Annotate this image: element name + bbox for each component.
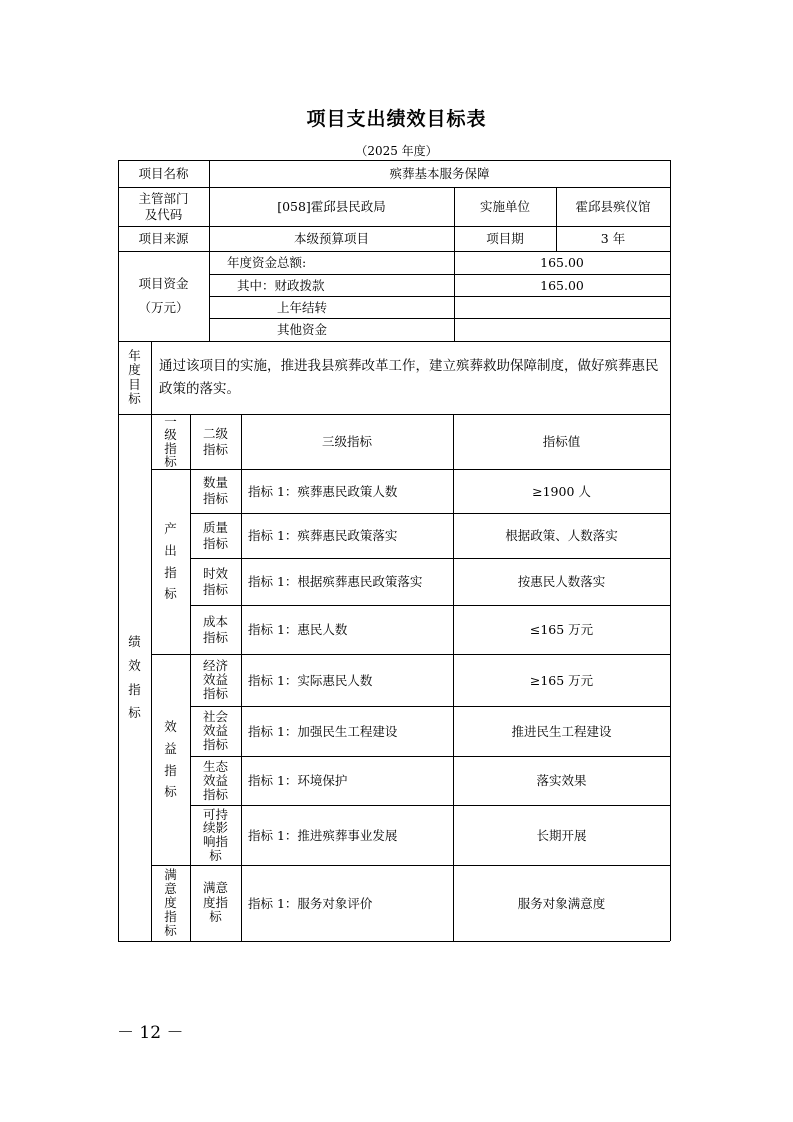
header-level1: 一 级 指 标	[164, 414, 177, 469]
funds-other-label: 其他资金	[277, 322, 328, 337]
benefit-row-2-level2: 社会 效益 指标	[202, 709, 228, 752]
benefit-row-2-level3: 指标 1：加强民生工程建设	[248, 723, 398, 739]
satisfaction-row-1-value: 服务对象满意度	[517, 895, 606, 911]
page-title: 项目支出绩效目标表	[306, 108, 487, 130]
benefit-row-1-level3: 指标 1：实际惠民人数	[248, 672, 373, 688]
performance-indicators-label: 绩 效 指 标	[128, 634, 141, 721]
funds-carryover-value	[454, 296, 670, 318]
output-row-2-level2: 质量 指标	[202, 519, 228, 551]
header-level3: 三级指标	[321, 434, 372, 449]
output-row-4-value: ≤165 万元	[529, 622, 594, 637]
project-period-label: 项目期	[486, 231, 524, 246]
benefit-row-2-value: 推进民生工程建设	[511, 723, 612, 739]
output-row-2-value: 根据政策、人数落实	[505, 528, 618, 543]
funds-label: 项目资金 （万元）	[138, 276, 189, 315]
satisfaction-row-1-level3: 指标 1：服务对象评价	[248, 895, 373, 911]
output-row-1-level2: 数量 指标	[202, 475, 228, 506]
output-row-1-level3: 指标 1：殡葬惠民政策人数	[248, 483, 398, 499]
output-indicators-label: 产 出 指 标	[164, 520, 177, 602]
satisfaction-row-1-level2: 满意 度指 标	[202, 880, 228, 925]
satisfaction-indicators-label: 满 意 度 指 标	[164, 867, 177, 938]
output-row-4-level2: 成本 指标	[202, 613, 228, 645]
funds-carryover-label: 上年结转	[277, 299, 328, 315]
header-level2: 二级 指标	[202, 425, 229, 457]
implementing-unit-value: 霍邱县殡仪馆	[575, 199, 651, 214]
annual-goal-text: 通过该项目的实施，推进我县殡葬改革工作，建立殡葬救助保障制度，做好殡葬惠民政策的落实。	[159, 358, 659, 397]
implementing-unit-label: 实施单位	[479, 199, 530, 214]
department-label: 主管部门 及代码	[138, 190, 189, 222]
annual-goal-label: 年 度 目 标	[128, 347, 141, 406]
department-value: [058]霍邱县民政局	[277, 199, 386, 214]
funds-total-label: 年度资金总额:	[227, 255, 307, 270]
funds-other-value	[454, 318, 670, 341]
project-name-value: 殡葬基本服务保障	[389, 166, 490, 181]
benefit-row-1-value: ≥165 万元	[529, 672, 594, 688]
project-source-value: 本级预算项目	[293, 231, 369, 246]
page-subtitle: （2025 年度）	[355, 144, 438, 158]
header-value: 指标值	[542, 434, 581, 449]
project-name-label: 项目名称	[138, 166, 189, 181]
page-number: － 12 －	[117, 1023, 184, 1043]
funds-fiscal-value: 165.00	[540, 277, 584, 293]
output-row-2-level3: 指标 1：殡葬惠民政策落实	[248, 528, 398, 543]
output-row-3-level2: 时效 指标	[202, 565, 228, 597]
benefit-row-4-value: 长期开展	[536, 827, 587, 843]
funds-fiscal-label: 其中：财政拨款	[237, 277, 325, 293]
benefit-row-4-level2: 可持 续影 响指 标	[202, 806, 228, 863]
benefit-indicators-label: 效 益 指 标	[164, 718, 177, 800]
benefit-row-3-level3: 指标 1：环境保护	[248, 773, 348, 788]
output-row-3-level3: 指标 1：根据殡葬惠民政策落实	[248, 574, 423, 589]
project-source-label: 项目来源	[138, 231, 189, 246]
benefit-row-1-level2: 经济 效益 指标	[202, 658, 228, 701]
benefit-row-3-level2: 生态 效益 指标	[202, 758, 228, 802]
output-row-1-value: ≥1900 人	[532, 483, 591, 499]
project-period-value: 3 年	[600, 231, 626, 246]
benefit-row-4-level3: 指标 1：推进殡葬事业发展	[248, 827, 398, 843]
output-row-4-level3: 指标 1：惠民人数	[248, 622, 348, 637]
benefit-row-3-value: 落实效果	[536, 773, 587, 788]
output-row-3-value: 按惠民人数落实	[517, 574, 606, 589]
funds-total-value: 165.00	[540, 255, 584, 270]
